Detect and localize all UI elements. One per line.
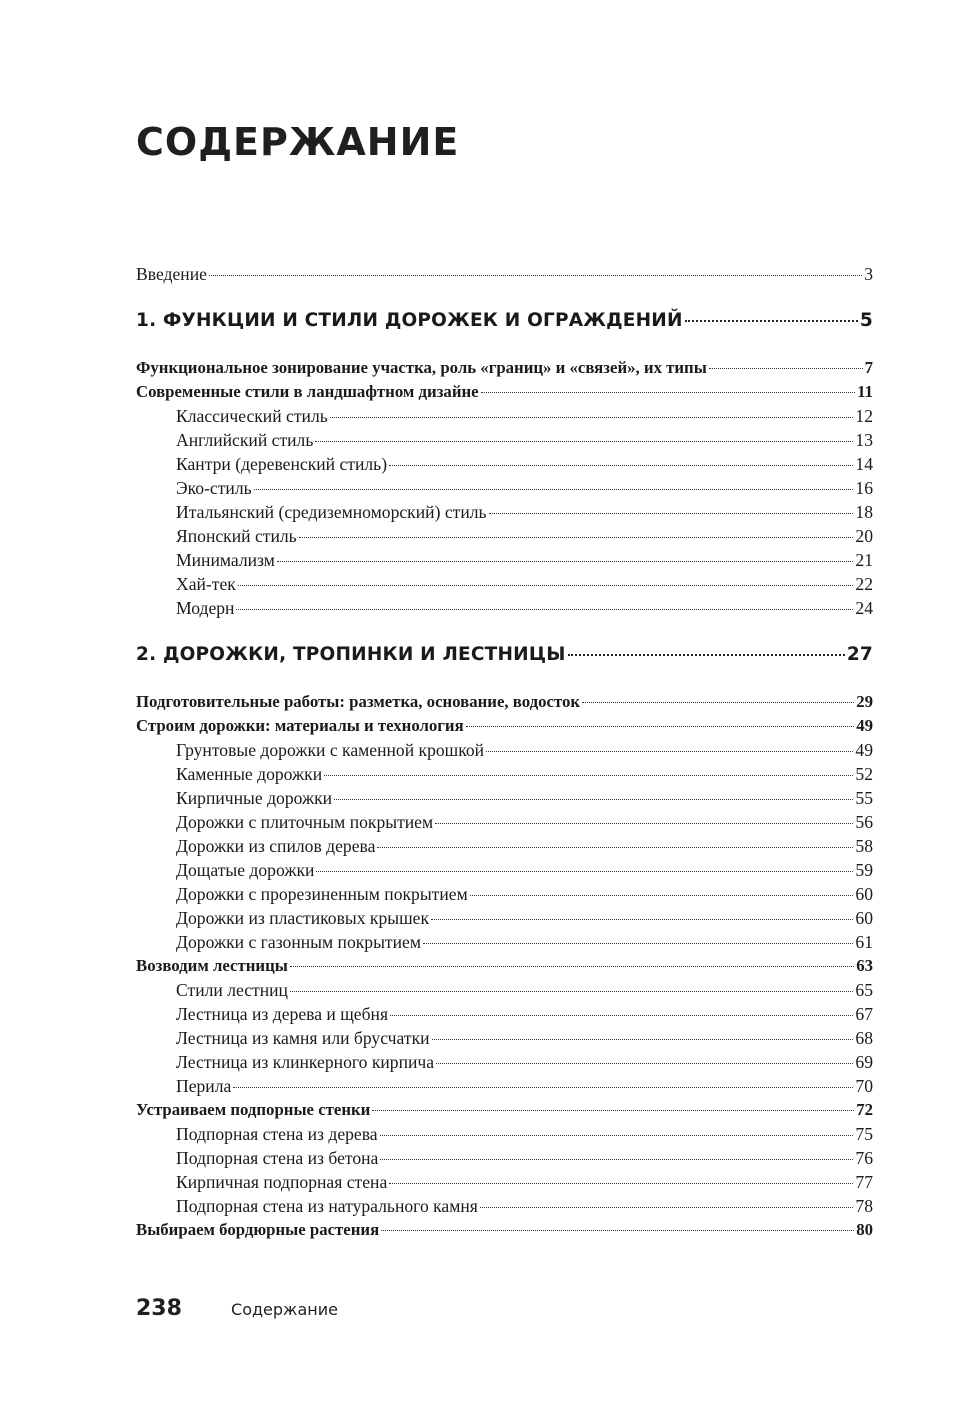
toc-subsection-page: 59 — [855, 860, 873, 880]
dot-leader — [330, 417, 854, 418]
dot-leader — [209, 275, 862, 276]
toc-subsection[interactable] — [136, 978, 873, 1002]
toc-chapter-1[interactable] — [136, 309, 873, 333]
dot-leader — [299, 537, 854, 538]
page-footer — [136, 1296, 338, 1321]
toc-section-label: Возводим лестницы — [136, 956, 288, 975]
dot-leader — [685, 320, 858, 322]
toc-subsection-label: Подпорная стена из дерева — [176, 1124, 378, 1144]
toc-section-page: 7 — [864, 358, 873, 377]
toc-subsection-page: 69 — [855, 1052, 873, 1072]
toc-subsection-label: Кантри (деревенский стиль) — [176, 454, 388, 474]
toc-section-label: Функциональное зонирование участка, роль «границ» и «связей», их типы — [136, 358, 707, 377]
toc-subsection-label: Классический стиль — [176, 406, 328, 426]
dot-leader — [380, 1159, 853, 1160]
toc-section-prep[interactable] — [136, 690, 873, 714]
toc-subsection-label: Кирпичные дорожки — [176, 788, 333, 808]
toc-section-border[interactable] — [136, 1218, 873, 1242]
toc-subsection-label: Хай-тек — [176, 574, 236, 594]
dot-leader — [709, 368, 863, 369]
dot-leader — [290, 991, 853, 992]
toc-subsection[interactable] — [136, 1170, 873, 1194]
toc-subsection-page: 60 — [855, 908, 873, 928]
toc-section-page: 80 — [856, 1220, 873, 1239]
dot-leader — [481, 392, 856, 393]
dot-leader — [466, 726, 855, 727]
dot-leader — [436, 1063, 853, 1064]
dot-leader — [486, 751, 853, 752]
toc-subsection-page: 14 — [855, 454, 873, 474]
toc-subsection-label: Дорожки с газонным покрытием — [176, 932, 421, 952]
toc-section-zoning[interactable] — [136, 356, 873, 380]
toc-chapter-label: 2. ДОРОЖКИ, ТРОПИНКИ И ЛЕСТНИЦЫ — [136, 644, 566, 665]
toc-section-styles[interactable] — [136, 380, 873, 404]
toc-subsection-page: 49 — [855, 740, 873, 760]
toc-subsection-page: 76 — [855, 1148, 873, 1168]
toc-subsection[interactable] — [136, 1002, 873, 1026]
toc-subsection-label: Перила — [176, 1076, 232, 1096]
toc-subsection-page: 60 — [855, 884, 873, 904]
dot-leader — [480, 1207, 854, 1208]
toc-subsection[interactable] — [136, 762, 873, 786]
running-title: Содержание — [231, 1300, 338, 1319]
dot-leader — [381, 1230, 854, 1231]
dot-leader — [568, 654, 845, 656]
dot-leader — [254, 489, 854, 490]
toc-subsection-label: Минимализм — [176, 550, 275, 570]
toc-subsection[interactable] — [136, 906, 873, 930]
toc-subsection[interactable] — [136, 1050, 873, 1074]
toc-subsection[interactable] — [136, 476, 873, 500]
toc-entry-page: 3 — [864, 264, 873, 284]
toc-subsection-label: Стили лестниц — [176, 980, 288, 1000]
toc-subsection-page: 18 — [855, 502, 873, 522]
toc-section-label: Современные стили в ландшафтном дизайне — [136, 382, 479, 401]
toc-subsection-page: 21 — [855, 550, 873, 570]
toc-subsection[interactable] — [136, 930, 873, 954]
toc-subsection-label: Лестница из камня или брусчатки — [176, 1028, 430, 1048]
toc-subsection[interactable] — [136, 596, 873, 620]
toc-section-page: 72 — [856, 1100, 873, 1119]
toc-subsection-page: 12 — [855, 406, 873, 426]
toc-subsection[interactable] — [136, 1194, 873, 1218]
toc-subsection[interactable] — [136, 738, 873, 762]
spacer — [136, 333, 873, 356]
toc-subsection-label: Подпорная стена из бетона — [176, 1148, 379, 1168]
toc-subsection-page: 20 — [855, 526, 873, 546]
toc-subsection-label: Грунтовые дорожки с каменной крошкой — [176, 740, 485, 760]
toc-subsection-label: Английский стиль — [176, 430, 314, 450]
dot-leader — [489, 513, 854, 514]
dot-leader — [315, 441, 853, 442]
page-title: СОДЕРЖАНИЕ — [136, 120, 460, 164]
toc-subsection-label: Итальянский (средиземноморский) стиль — [176, 502, 487, 522]
toc-chapter-page: 5 — [859, 310, 873, 331]
toc-subsection-label: Дощатые дорожки — [176, 860, 315, 880]
dot-leader — [431, 919, 853, 920]
toc-subsection-page: 16 — [855, 478, 873, 498]
toc-subsection-label: Кирпичная подпорная стена — [176, 1172, 388, 1192]
toc-section-page: 29 — [856, 692, 873, 711]
toc-section-page: 11 — [857, 382, 873, 401]
toc-section-page: 63 — [856, 956, 873, 975]
dot-leader — [423, 943, 853, 944]
toc-subsection[interactable] — [136, 786, 873, 810]
toc-subsection-label: Японский стиль — [176, 526, 297, 546]
dot-leader — [324, 775, 853, 776]
page-number: 238 — [136, 1296, 182, 1321]
toc-subsection-page: 58 — [855, 836, 873, 856]
toc-subsection-page: 52 — [855, 764, 873, 784]
toc-subsection-page: 65 — [855, 980, 873, 1000]
dot-leader — [233, 1087, 853, 1088]
spacer — [136, 667, 873, 690]
toc-subsection[interactable] — [136, 500, 873, 524]
toc-subsection-page: 55 — [855, 788, 873, 808]
toc-section-label: Выбираем бордюрные растения — [136, 1220, 380, 1239]
dot-leader — [238, 585, 854, 586]
toc-subsection-page: 68 — [855, 1028, 873, 1048]
dot-leader — [372, 1110, 854, 1111]
toc-subsection-page: 75 — [855, 1124, 873, 1144]
toc-subsection[interactable] — [136, 428, 873, 452]
toc-chapter-label: 1. ФУНКЦИИ И СТИЛИ ДОРОЖЕК И ОГРАЖДЕНИЙ — [136, 310, 683, 331]
toc-subsection-page: 56 — [855, 812, 873, 832]
dot-leader — [435, 823, 853, 824]
toc-subsection-page: 78 — [855, 1196, 873, 1216]
dot-leader — [290, 966, 854, 967]
toc-subsection-page: 24 — [855, 598, 873, 618]
toc-entry-label: Введение — [136, 264, 207, 284]
toc-subsection[interactable] — [136, 1074, 873, 1098]
toc-subsection-label: Лестница из дерева и щебня — [176, 1004, 389, 1024]
toc-subsection-page: 61 — [855, 932, 873, 952]
toc-subsection-page: 22 — [855, 574, 873, 594]
dot-leader — [334, 799, 853, 800]
dot-leader — [316, 871, 853, 872]
toc-subsection-label: Дорожки с прорезиненным покрытием — [176, 884, 468, 904]
spacer — [136, 620, 873, 643]
dot-leader — [389, 465, 853, 466]
toc-subsection[interactable] — [136, 524, 873, 548]
toc-subsection-page: 13 — [855, 430, 873, 450]
dot-leader — [389, 1183, 853, 1184]
toc-subsection[interactable] — [136, 1122, 873, 1146]
toc-section-label: Строим дорожки: материалы и технология — [136, 716, 464, 735]
toc-subsection[interactable] — [136, 548, 873, 572]
dot-leader — [470, 895, 854, 896]
toc-section-label: Устраиваем подпорные стенки — [136, 1100, 371, 1119]
toc-subsection-page: 67 — [855, 1004, 873, 1024]
toc-entry-intro[interactable] — [136, 262, 873, 286]
toc-subsection-label: Дорожки с плиточным покрытием — [176, 812, 434, 832]
spacer — [136, 286, 873, 309]
toc-subsection[interactable] — [136, 404, 873, 428]
toc-section-label: Подготовительные работы: разметка, основание, водосток — [136, 692, 581, 711]
toc-subsection[interactable] — [136, 452, 873, 476]
toc-subsection-label: Каменные дорожки — [176, 764, 323, 784]
toc-subsection-page: 77 — [855, 1172, 873, 1192]
toc-subsection-label: Подпорная стена из натурального камня — [176, 1196, 478, 1216]
toc-subsection[interactable] — [136, 1026, 873, 1050]
toc-section-build[interactable] — [136, 714, 873, 738]
toc-subsection[interactable] — [136, 858, 873, 882]
toc-subsection-label: Модерн — [176, 598, 235, 618]
toc-section-page: 49 — [856, 716, 873, 735]
toc-chapter-page: 27 — [846, 644, 873, 665]
toc-subsection-label: Дорожки из спилов дерева — [176, 836, 376, 856]
dot-leader — [582, 702, 854, 703]
toc-subsection[interactable] — [136, 1146, 873, 1170]
dot-leader — [377, 847, 853, 848]
toc-subsection[interactable] — [136, 834, 873, 858]
dot-leader — [277, 561, 854, 562]
toc-chapter-2[interactable] — [136, 643, 873, 667]
dot-leader — [380, 1135, 854, 1136]
toc-section-stairs[interactable] — [136, 954, 873, 978]
toc-subsection-label: Эко-стиль — [176, 478, 252, 498]
toc-subsection-label: Дорожки из пластиковых крышек — [176, 908, 429, 928]
toc-subsection-page: 70 — [855, 1076, 873, 1096]
dot-leader — [432, 1039, 854, 1040]
dot-leader — [390, 1015, 853, 1016]
toc-subsection[interactable] — [136, 882, 873, 906]
table-of-contents — [136, 262, 873, 1242]
toc-subsection[interactable] — [136, 810, 873, 834]
dot-leader — [236, 609, 853, 610]
toc-subsection-label: Лестница из клинкерного кирпича — [176, 1052, 435, 1072]
toc-section-walls[interactable] — [136, 1098, 873, 1122]
toc-subsection[interactable] — [136, 572, 873, 596]
